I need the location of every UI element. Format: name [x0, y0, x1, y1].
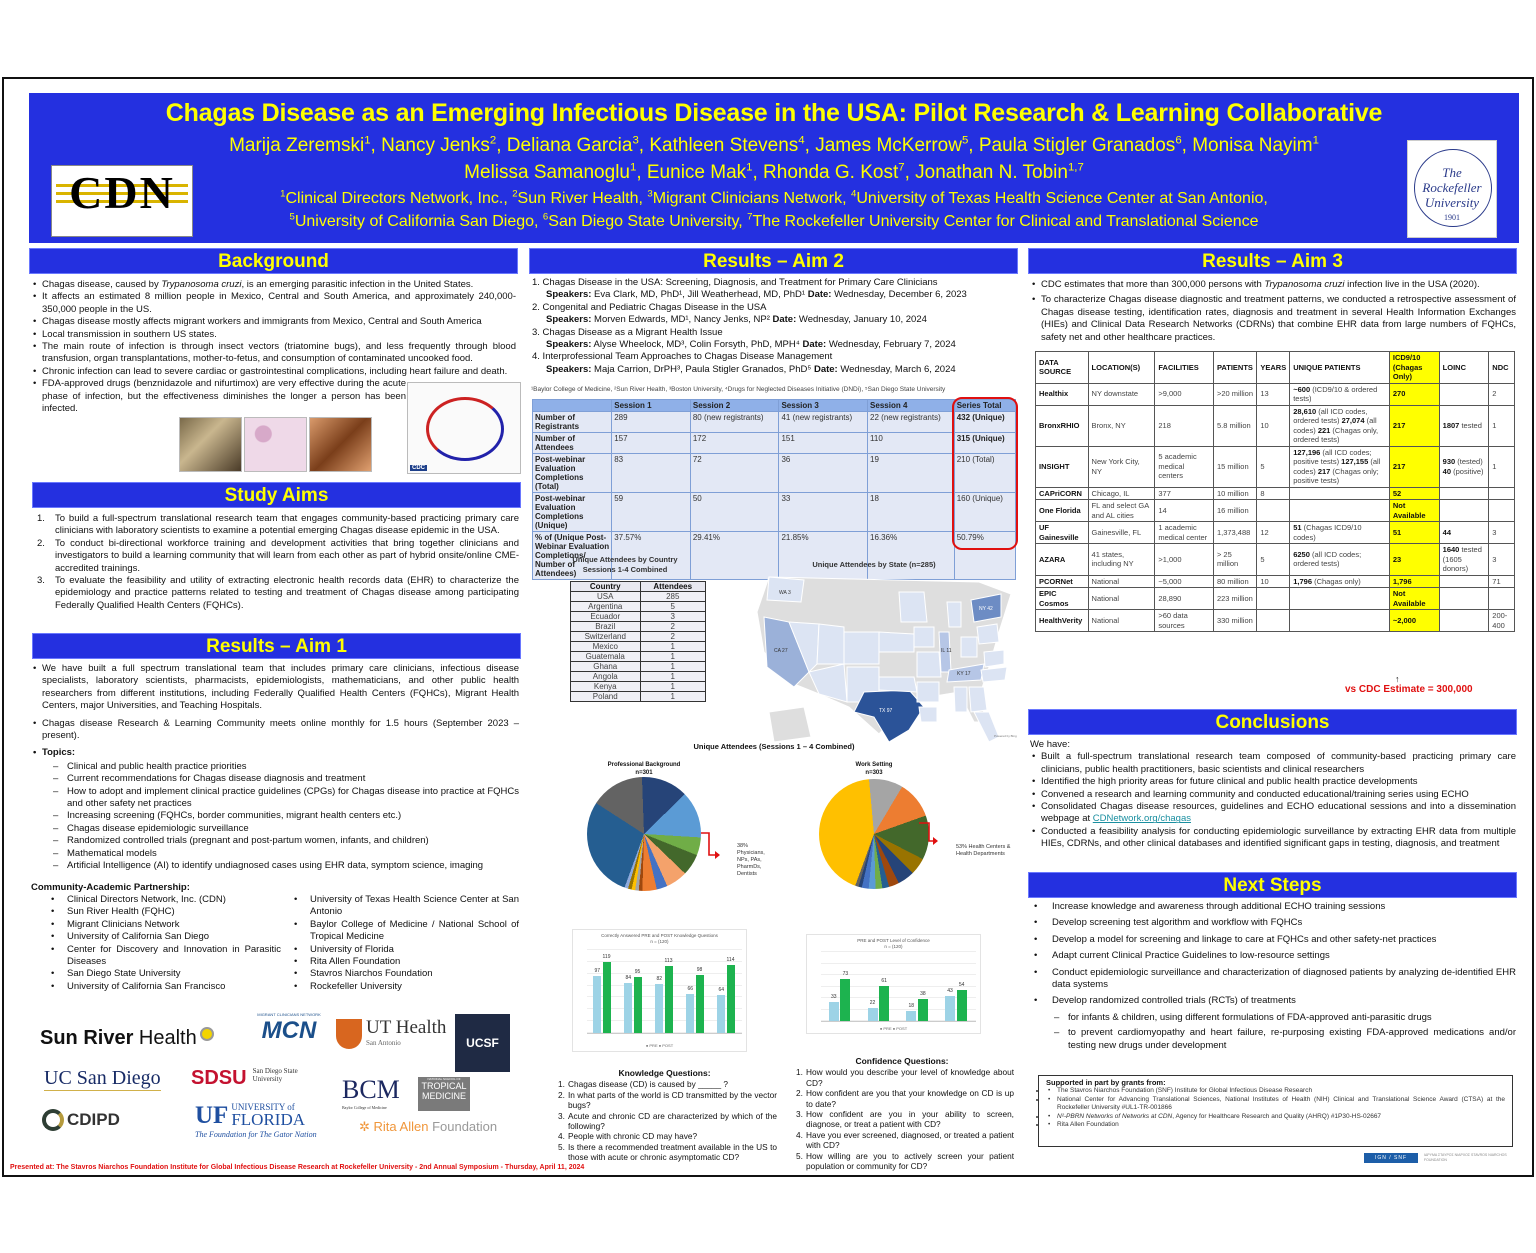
partner-item: • Migrant Clinicians Network	[31, 919, 281, 931]
numbered-item: 3. How confident are you in your ability to screen, diagnose, or treat a patient with CD?	[790, 1109, 1014, 1130]
confidence-bar-chart: PRE and POST Level of Confidence n = (120) 33 73 22 61 18 38 43 54 ● PRE ● POST	[806, 934, 981, 1034]
next-step-item: • Increase knowledge and awareness through additional ECHO training sessions	[1032, 901, 1516, 913]
pie2-callout: 53% Health Centers & Health Departments	[956, 844, 1011, 857]
table-row: Ecuador 3	[571, 612, 706, 622]
table-row: Argentina 5	[571, 602, 706, 612]
topic-item: – Clinical and public health practice priorities	[31, 761, 519, 773]
table-row: Ghana 1	[571, 662, 706, 672]
cdipd-logo: CDIPD	[42, 1109, 120, 1131]
table-row: BronxRHIO Bronx, NY 218 5.8 million 10 28,610 (all ICD codes, ordered tests) 27,074 (all codes) 221 (Chagas only, ordered tests) 217 1807 tested 1	[1036, 405, 1515, 446]
bar-pre	[945, 996, 955, 1021]
aim2-sessions	[532, 277, 1020, 376]
table-row: Post-webinar Evaluation Completions (Total) 83 72 36 19 210 (Total)	[533, 454, 1016, 493]
bar-post	[603, 962, 611, 1033]
study-aims-heading: Study Aims	[32, 482, 521, 508]
partner-item: • Clinical Directors Network, Inc. (CDN)	[31, 894, 281, 906]
next-step-item: • Conduct epidemiologic surveillance and characterization of diagnosed patients by analyzing de-identified EHR data systems	[1032, 967, 1516, 992]
table-row: Brazil 2	[571, 622, 706, 632]
bullet-item: • Chagas disease, caused by Trypanosoma cruzi, is an emerging parasitic infection in the United States.	[31, 279, 516, 291]
table-row: Switzerland 2	[571, 632, 706, 642]
partner-item: • Rockefeller University	[274, 981, 519, 993]
trypanosome-blood-smear-photo	[244, 417, 307, 472]
kissing-bug-on-hand-photo	[309, 417, 372, 472]
background-heading: Background	[29, 248, 518, 274]
svg-text:NY 42: NY 42	[979, 606, 993, 612]
poster: Chagas Disease as an Emerging Infectious Disease in the USA: Pilot Research & Learning Collaborative Marija Zeremski$^1$, Nancy Jenks$^2$, Deliana Garcia$^3$, Kathleen Stevens$^4$, James McKerrow$^5$, Paula Stigler Granados$^6$, Monisa Nayim$^1$ Melissa Samanoglu$^1$, Eunice Mak$^1$, Rhonda G. Kost$^7$, Jonathan N. Tobin$^{1,7}$ $^1$Clinical Directors Network, Inc., $^2$Sun River Health, $^3$Migrant Clinicians Network, $^4$University of Texas Health Science Center at San Antonio, $^5$University of California San Diego, $^6$San Diego State University, $^7$The Rockefeller University Center for Clinical and Translational Science CDN CLINICAL•DIRECTORS•NETWORK The Rockefeller University 1901 Background • Chagas disease, caused by Trypanosoma cruzi, is an emerging parasitic infection in the United States. • It affects an estimated 8 million people in Mexico, Central and South America, and approximately 240,000-350,000 people in the US. • Chagas disease mostly affects migrant workers and immigrants from Mexico, Central and South America • Local transmission in southern US states. • The main route of infection is through insect vectors (triatomine bugs), and less frequently through blood transfusion, organ transplantations, mother-to-fetus, and consumption of contaminated uncooked food. • Chronic infection can lead to severe cardiac or gastrointestinal complications, including heart failure and death. • FDA-approved drugs (benznidazole and nifurtimox) are very effective during the acute phase of infection, but the effectiveness diminishes the longer a person has been infected. CDC Study Aims 1. To build a full-spectrum translational research team that engages community-based practicing primary care clinicians with laboratory scientists to examine a potential emerging Chagas disease epidemic in the USA. 2. To conduct bi-directional workforce training and development activities that bring together clinicians and investigators to build a learning community that will learn from each other as part of hybrid onsite/online CME-accredited trainings. 3. To evaluate the feasibility and utility of extracting electronic health records data (EHR) to characterize the epidemiology and practice patterns related to testing and treatment of Chagas disease among participating Federally Qualified Health Centers (FQHCs). Results – Aim 1 • We have built a full spectrum translational team that includes primary care clinicians, infectious disease specialists, laboratory scientists, pharmacists, epidemiologists, mathematicians, and other public health researchers from different institutions, including Federally Qualified Health Centers (FQHCs), Migrant Health Centers, major Universities, and Teaching Hospitals. • Chagas disease Research & Learning Community meets online monthly for 1.5 hours (September 2023 – present). • Topics: – Clinical and public health practice priorities – Current recommendations for Chagas disease diagnosis and treatment – How to adopt and implement clinical practice guidelines (CPGs) for Chagas disease into practice at FQHCs and other safety net practices – Increasing screening (FQHCs, border communities, migrant health centers etc.) – Chagas disease epidemiologic surveillance – Randomized controlled trials (pregnant and post-partum women, infants, and children) – Mathematical models – Artificial Intelligence (AI) to identify undiagnosed cases using EHR data, symptom science, imaging Community-Academic Partnership: • Clinical Directors Network, Inc. (CDN) • Sun River Health (FQHC) • Migrant Clinicians Network • University of California San Diego • Center for Discovery and Innovation in Parasitic Diseases • San Diego State University • University of California San Francisco • University of Texas Health Science Center at San Antonio • Baylor College of Medicine / National School of Tropical Medicine • University of Florida • Rita Allen Foundation • Stavros Niarchos Foundation • Rockefeller University Sun River Health MIGRANT CLINICIANS NETWORK MCN UT Health San Antonio UCSF UC San Diego SDSU San Diego State University BCM Baylor College of Medicine NATIONAL SCHOOL OF TROPICAL MEDICINE CDIPD UF UNIVERSITY of FLORIDA The Foundation for The Gator Nation ✲ Rita Allen Foundation Results – Aim 2 1. Chagas Disease in the USA: Screening, Diagnosis, and Treatment for Primary Care Clinicians Speakers: Eva Clark, MD, PhD¹, Jill Weatherhead, MD, PhD¹ Date: Wednesday, December 6, 2023 2. Congenital and Pediatric Chagas Disease in the USA Speakers: Morven Edwards, MD¹, Nancy Jenks, NP² Date: Wednesday, January 10, 2024 3. Chagas Disease as a Migrant Health Issue Speakers: Alyse Wheelock, MD³, Colin Forsyth, PhD, MPH⁴ Date: Wednesday, February 7, 2024 4. Interprofessional Team Approaches to Chagas Disease Management Speakers: Maja Carrion, DrPH³, Paula Stigler Granados, PhD⁵ Date: Wednesday, March 6, 2024 ¹Baylor College of Medicine, ²Sun River Health, ³Boston University, ⁴Drugs for Neglected Diseases Initiative (DNDi), ⁵San Diego State University Session 1 Session 2 Session 3 Session 4 Series Total Number of Registrants 289 80 (new registrants) 41 (new registrants) 22 (new registrants) 432 (Unique) Number of Attendees 157 172 151 110 315 (Unique) Post-webinar Evaluation Completions (Total) 83 72 36 19 210 (Total) Post-webinar Evaluation Completions (Unique) 59 50 33 18 160 (Unique) % of (Unique Post-Webinar Evaluation Completions/ Number of Attendees) 37.57% 29.41% 21.85% 16.36% 50.79% Unique Attendees by Country Sessions 1-4 Combined Country Attendees USA 285 Argentina 5 Ecuador 3 Brazil 2 Switzerland 2 Mexico 1 Guatemala 1 Ghana 1 Angola 1 Kenya 1 Poland 1 Unique Attendees by State (n=285) WA 3 CA 27 TX 97 NY 42 KY 17 IL 11 Powered by Bing Unique Attendees (Sessions 1 – 4 Combined) Professional Background n=301 38% Physicians, NPs, PAs, PharmDs, Dentists Work Setting n=303 53% Health Centers & Health Departments Correctly Answered PRE and POST Knowledge Questions n = (120) 97 119 84 95 82 113 66 98 64 114 ● PRE ● POST PRE and POST Level of Confidence n = (120) 33 73 22 61 18 38 43 54 ● PRE ● POST Knowledge Questions: 1. Chagas disease (CD) is caused by _____ ? 2. In what parts of the world is CD transmitted by the vector bugs? 3. Acute and chronic CD are characterized by which of the following? 4. People with chronic CD may have? 5. Is there a recommended treatment available in the US to those with acute or chronic asymptomatic CD? Confidence Questions: 1. How would you describe your level of knowledge about CD? 2. How confident are you that your knowledge on CD is up to date? 3. How confident are you in your ability to screen, diagnose, or treat a patient with CD? 4. Have you ever screened, diagnosed, or treated a patient with CD? 5. How willing are you to actively screen your patient population or community for CD? Results – Aim 3 • CDC estimates that more than 300,000 persons with Trypanosoma cruzi infection live in the USA (2020). • To characterize Chagas disease diagnostic and treatment patterns, we conducted a retrospective assessment of Chagas disease testing, identification rates, diagnosis and treatment in several Health Information Exchanges (HIEs) and Clinical Data Research Networks (CDRNs) that combine EHR data from large numbers of FQHCs, safety net and other healthcare practices. DATA SOURCE LOCATION(S) FACILITIES PATIENTS YEARS UNIQUE PATIENTS ICD9/10 (Chagas Only) LOINC NDC Healthix NY downstate >9,000 >20 million 13 ~600 (ICD9/10 & ordered tests) 270 2 BronxRHIO Bronx, NY 218 5.8 million 10 28,610 (all ICD codes, ordered tests) 27,074 (all codes) 221 (Chagas only, ordered tests) 217 1807 tested 1 INSIGHT New York City, NY 5 academic medical centers 15 million 5 127,196 (all ICD codes; positive tests) 127,155 (all codes) 217 (Chagas only; positive tests) 217 930 (tested) 40 (positive) 1 CAPriCORN Chicago, IL 377 10 million 8 52 One Florida FL and select GA and AL cities 14 16 million Not Available UF Gainesville Gainesville, FL 1 academic medical center 1,373,488 12 51 (Chagas ICD9/10 codes) 51 44 3 AZARA 41 states, including NY >1,000 > 25 million 5 6250 (all ICD codes; ordered tests) 23 1640 tested (1605 donors) 3 PCORNet National ~5,000 80 million 10 1,796 (Chagas only) 1,796 71 EPIC Cosmos National 28,890 223 million Not Available HealthVerity National >60 data sources 330 million ~2,000 200-400 ↑ vs CDC Estimate = 300,000 Conclusions We have: • Built a full-spectrum translational research team composed of community-based practicing primary care clinicians, public health practitioners, basic scientists and clinical researchers • Identified the high priority areas for future clinical and public health practice developments • Convened a research and learning community and conducted educational/training series using ECHO • Consolidated Chagas disease resources, guidelines and ECHO educational sessions and into a dissemination webpage at CDNetwork.org/chagas • Conducted a feasibility analysis for conducting epidemiologic surveillance by extracting EHR data from multiple HIEs, CDRNs, and other clinical databases and identified significant gaps in testing, diagnosis, and treatment Next Steps • Increase knowledge and awareness through additional ECHO training sessions • Develop screening test algorithm and workflow with FQHCs • Develop a model for screening and linkage to care at FQHCs and other safety-net practices • Adapt current Clinical Practice Guidelines to low-resource settings • Conduct epidemiologic surveillance and characterization of diagnosed patients by analyzing de-identified EHR data systems • Develop randomized controlled trials (RCTs) of treatments – for infants & children, using different formulations of FDA-approved anti-parasitic drugs – to prevent cardiomyopathy and heart failure, re-purposing existing FDA-approved medications and/or testing new drugs under development Supported in part by grants from: • • The Stavros Niarchos Foundation (SNF) Institute for Global Infectious Disease Research • • National Center for Advancing Translational Sciences, National Institutes of Health (NIH) Clinical and Translational Science Award (CTSA) at the Rockefeller University #UL1-TR-001866 • • N²-PBRN Networks of Networks at CDN, Agency for Healthcare Research and Quality (AHRQ) #1P30-HS-02667 • • Rita Allen Foundation IGN / SNF ΙΔΡΥΜΑ ΣΤΑΥΡΟΣ ΝΙΑΡΧΟΣ STAVROS NIARCHOS FOUNDATION Presented at: The Stavros Niarchos Foundation Institute for Global Infectious Disease Research at Rockefeller University - 2nd Annual Symposium - Thursday, April 11, 2024	[2, 77, 1534, 1177]
cdc-estimate-note: vs CDC Estimate = 300,000	[1345, 684, 1473, 695]
bullet-item: • Chronic infection can lead to severe cardiac or gastrointestinal complications, including heart failure and death.	[31, 366, 516, 378]
bullet-item: • To characterize Chagas disease diagnostic and treatment patterns, we conducted a retrospective assessment of Chagas disease testing, identification rates, diagnosis and treatment in several Health Information Exchanges (HIEs) and Clinical Data Research Networks (CDRNs) that combine EHR data from large numbers of FQHCs, safety net and other healthcare practices.	[1030, 294, 1516, 344]
topic-item: – Mathematical models	[31, 848, 519, 860]
numbered-item: 1. Chagas disease (CD) is caused by _____ ?	[552, 1079, 777, 1089]
svg-text:TX 97: TX 97	[879, 708, 893, 714]
sun-river-health-logo: Sun River Health	[40, 1027, 214, 1050]
bar-pre	[655, 984, 663, 1033]
numbered-item: 2. To conduct bi-directional workforce training and development activities that bring together clinicians and investigators to build a learning community that will learn from each other as part of hybrid onsite/online CME-accredited trainings.	[31, 538, 519, 575]
webinar-session: 3. Chagas Disease as a Migrant Health Issue Speakers: Alyse Wheelock, MD³, Colin Forsyth, PhD, MPH⁴ Date: Wednesday, February 7, 2024	[532, 326, 956, 351]
numbered-item: 4. People with chronic CD may have?	[552, 1131, 777, 1141]
table-row: INSIGHT New York City, NY 5 academic medical centers 15 million 5 127,196 (all ICD codes; positive tests) 127,155 (all codes) 217 (Chagas only; positive tests) 217 930 (tested) 40 (positive) 1	[1036, 446, 1515, 487]
table-row: Guatemala 1	[571, 652, 706, 662]
authors-line-1: Marija Zeremski$^1$, Nancy Jenks$^2$, Deliana Garcia$^3$, Kathleen Stevens$^4$, James McKerrow$^5$, Paula Stigler Granados$^6$, Monisa Nayim$^1$	[229, 134, 1319, 156]
next-step-subitem: – to prevent cardiomyopathy and heart failure, re-purposing existing FDA-approved medications and/or testing new drugs under development	[1032, 1027, 1516, 1052]
topic-item: – Chagas disease epidemiologic surveillance	[31, 823, 519, 835]
mcn-logo: MIGRANT CLINICIANS NETWORK MCN	[257, 1012, 321, 1044]
bcm-logo: BCM Baylor College of Medicine	[342, 1075, 400, 1110]
ign-snf-logo: IGN / SNF	[1364, 1153, 1418, 1163]
grant-item: • • N²-PBRN Networks of Networks at CDN, Agency for Healthcare Research and Quality (AHRQ) #1P30-HS-02667	[1046, 1113, 1505, 1122]
partner-item: • University of California San Diego	[31, 931, 281, 943]
topic-item: – How to adopt and implement clinical practice guidelines (CPGs) for Chagas disease into practice at FQHCs and other safety net practices	[31, 786, 519, 811]
numbered-item: 2. How confident are you that your knowledge on CD is up to date?	[790, 1088, 1014, 1109]
header-banner	[29, 93, 1519, 243]
knowledge-bar-chart: Correctly Answered PRE and POST Knowledge Questions n = (120) 97 119 84 95 82 113 66 98 64 114 ● PRE ● POST	[572, 929, 747, 1052]
table-row: USA 285	[571, 592, 706, 602]
bar-post	[879, 986, 889, 1021]
pie2-title: Work Setting n=303	[855, 762, 893, 776]
data-sources-table: DATA SOURCE LOCATION(S) FACILITIES PATIENTS YEARS UNIQUE PATIENTS ICD9/10 (Chagas Only) LOINC NDC Healthix NY downstate >9,000 >20 million 13 ~600 (ICD9/10 & ordered tests) 270 2 BronxRHIO Bronx, NY 218 5.8 million 10 28,610 (all ICD codes, ordered tests) 27,074 (all codes) 221 (Chagas only, ordered tests) 217 1807 tested 1 INSIGHT New York City, NY 5 academic medical centers 15 million 5 127,196 (all ICD codes; positive tests) 127,155 (all codes) 217 (Chagas only; positive tests) 217 930 (tested) 40 (positive) 1 CAPriCORN Chicago, IL 377 10 million 8 52 One Florida FL and select GA and AL cities 14 16 million Not Available UF Gainesville Gainesville, FL 1 academic medical center 1,373,488 12 51 (Chagas ICD9/10 codes) 51 44 3 AZARA 41 states, including NY >1,000 > 25 million 5 6250 (all ICD codes; ordered tests) 23 1640 tested (1605 donors) 3 PCORNet National ~5,000 80 million 10 1,796 (Chagas only) 1,796 71 EPIC Cosmos National 28,890 223 million Not Available HealthVerity National >60 data sources 330 million ~2,000 200-400	[1035, 351, 1515, 632]
bar-post	[840, 979, 850, 1021]
svg-text:IL 11: IL 11	[941, 648, 952, 654]
grant-item: • • National Center for Advancing Translational Sciences, National Institutes of Health (NIH) Clinical and Translational Science Award (CTSA) at the Rockefeller University #UL1-TR-001866	[1046, 1096, 1505, 1113]
sdsu-logo: SDSU San Diego State University	[191, 1067, 298, 1089]
table-row: Angola 1	[571, 672, 706, 682]
rockefeller-logo: The Rockefeller University 1901	[1407, 140, 1497, 238]
presented-at-footer: Presented at: The Stavros Niarchos Foundation Institute for Global Infectious Disease Research at Rockefeller University - 2nd Annual Symposium - Thursday, April 11, 2024	[10, 1164, 585, 1171]
bar-post	[918, 999, 928, 1021]
bullet-item: • Chagas disease mostly affects migrant workers and immigrants from Mexico, Central and South America	[31, 316, 516, 328]
bullet-item: • Local transmission in southern US states.	[31, 329, 516, 341]
partner-item: • Stavros Niarchos Foundation	[274, 968, 519, 980]
webinar-session: 2. Congenital and Pediatric Chagas Disease in the USA Speakers: Morven Edwards, MD¹, Nancy Jenks, NP² Date: Wednesday, January 10, 2024	[532, 301, 927, 326]
bar-pre	[829, 1002, 839, 1021]
numbered-item: 3. Acute and chronic CD are characterized by which of the following?	[552, 1111, 777, 1132]
cdnetwork-chagas-link[interactable]: CDNetwork.org/chagas	[1092, 813, 1191, 825]
numbered-item: 1. How would you describe your level of knowledge about CD?	[790, 1067, 1014, 1088]
table-row: EPIC Cosmos National 28,890 223 million Not Available	[1036, 588, 1515, 610]
numbered-item: 3. To evaluate the feasibility and utility of extracting electronic health records data (EHR) to characterize the epidemiology and practice patterns related to testing and treatment of Chagas disease among participating Federally Qualified Health Centers (FQHCs).	[31, 575, 519, 612]
numbered-item: 5. How willing are you to actively screen your patient population or community for CD?	[790, 1151, 1014, 1172]
bar-post	[665, 966, 673, 1033]
partner-item: • University of Texas Health Science Center at San Antonio	[274, 894, 519, 919]
partners-right-list	[274, 894, 519, 993]
state-map-title: Unique Attendees by State (n=285)	[812, 560, 936, 569]
results-aim1-text: • We have built a full spectrum translational team that includes primary care clinicians, infectious disease specialists, laboratory scientists, pharmacists, epidemiologists, mathematicians, and other public health researchers from different institutions, including Federally Qualified Health Centers (FQHCs), Migrant Health Centers, major Universities, and Teaching Hospitals. • Chagas disease Research & Learning Community meets online monthly for 1.5 hours (September 2023 – present). • Topics: – Clinical and public health practice priorities – Current recommendations for Chagas disease diagnosis and treatment – How to adopt and implement clinical practice guidelines (CPGs) for Chagas disease into practice at FQHCs and other safety net practices – Increasing screening (FQHCs, border communities, migrant health centers etc.) – Chagas disease epidemiologic surveillance – Randomized controlled trials (pregnant and post-partum women, infants, and children) – Mathematical models – Artificial Intelligence (AI) to identify undiagnosed cases using EHR data, symptom science, imaging	[31, 663, 519, 873]
bullet-item: • FDA-approved drugs (benznidazole and nifurtimox) are very effective during the acute phase of infection, but the effectiveness diminishes the longer a person has been infected.	[31, 378, 406, 415]
bullet-item: • It affects an estimated 8 million people in Mexico, Central and South America, and approximately 240,000-350,000 people in the US.	[31, 291, 516, 316]
results-aim1-heading: Results – Aim 1	[32, 633, 521, 659]
bar-post	[696, 975, 704, 1033]
uf-logo: UF UNIVERSITY of FLORIDA The Foundation for The Gator Nation	[195, 1102, 317, 1139]
poster-title: Chagas Disease as an Emerging Infectious Disease in the USA: Pilot Research & Learning Collaborative	[165, 99, 1383, 127]
next-step-item: • Develop randomized controlled trials (RCTs) of treatments	[1032, 995, 1516, 1007]
bullet-item: • The main route of infection is through insect vectors (triatomine bugs), and less frequently through blood transfusion, organ transplantations, mother-to-fetus, and consumption of contaminated uncooked food.	[31, 341, 516, 366]
professional-background-pie	[587, 777, 701, 891]
table-row: Poland 1	[571, 692, 706, 702]
affiliations-line-1: $^1$Clinical Directors Network, Inc., $^2$Sun River Health, $^3$Migrant Clinicians Network, $^4$University of Texas Health Science Center at San Antonio,	[280, 188, 1268, 207]
partner-item: • Rita Allen Foundation	[274, 956, 519, 968]
tropical-medicine-logo: NATIONAL SCHOOL OF TROPICAL MEDICINE	[418, 1077, 470, 1111]
svg-text:WA 3: WA 3	[779, 590, 791, 596]
results-aim2-heading: Results – Aim 2	[529, 248, 1018, 274]
partners-left-list	[31, 894, 281, 993]
bar-post	[727, 965, 735, 1033]
webinar-session: 1. Chagas Disease in the USA: Screening, Diagnosis, and Treatment for Primary Care Clinicians Speakers: Eva Clark, MD, PhD¹, Jill Weatherhead, MD, PhD¹ Date: Wednesday, December 6, 2023	[532, 277, 967, 301]
pie1-arrow	[701, 829, 721, 859]
next-step-subitem: – for infants & children, using different formulations of FDA-approved anti-parasitic drugs	[1032, 1012, 1516, 1024]
partnership-label: Community-Academic Partnership:	[31, 882, 190, 893]
bar-pre	[593, 976, 601, 1034]
next-step-item: • Develop a model for screening and linkage to care at FQHCs and other safety-net practices	[1032, 934, 1516, 946]
pie1-callout: 38% Physicians, NPs, PAs, PharmDs, Dentists	[737, 843, 765, 877]
bar-post	[634, 977, 642, 1033]
conclusions-heading: Conclusions	[1028, 709, 1517, 735]
ucsf-logo: UCSF	[455, 1014, 510, 1072]
table-row: Mexico 1	[571, 642, 706, 652]
table-row: CAPriCORN Chicago, IL 377 10 million 8 52	[1036, 487, 1515, 500]
rita-allen-logo: ✲ Rita Allen Foundation	[359, 1119, 498, 1134]
cdn-logo: CDN CLINICAL•DIRECTORS•NETWORK	[51, 165, 193, 237]
country-table-title: Unique Attendees by Country Sessions 1-4 Combined	[572, 555, 678, 574]
triatomine-bug-photo	[179, 417, 242, 472]
grant-item: • • Rita Allen Foundation	[1046, 1121, 1505, 1130]
table-row: HealthVerity National >60 data sources 330 million ~2,000 200-400	[1036, 610, 1515, 632]
svg-text:KY 17: KY 17	[957, 671, 971, 677]
partner-item: • University of California San Francisco	[31, 981, 281, 993]
confidence-questions: Confidence Questions: 1. How would you describe your level of knowledge about CD? 2. How confident are you that your knowledge on CD is up to date? 3. How confident are you in your ability to screen, diagnose, or treat a patient with CD? 4. Have you ever screened, diagnosed, or treated a patient with CD? 5. How willing are you to actively screen your patient population or community for CD?	[790, 1055, 1014, 1171]
topic-item: – Artificial Intelligence (AI) to identify undiagnosed cases using EHR data, symptom science, imaging	[31, 860, 519, 872]
table-row: UF Gainesville Gainesville, FL 1 academic medical center 1,373,488 12 51 (Chagas ICD9/10 codes) 51 44 3	[1036, 522, 1515, 544]
us-state-map	[749, 572, 1019, 747]
partner-item: • Center for Discovery and Innovation in Parasitic Diseases	[31, 944, 281, 969]
up-arrow-icon: ↑	[1395, 674, 1400, 684]
partner-item: • Baylor College of Medicine / National School of Tropical Medicine	[274, 919, 519, 944]
partner-item: • San Diego State University	[31, 968, 281, 980]
table-row: Number of Registrants 289 80 (new registrants) 41 (new registrants) 22 (new registrants) 432 (Unique)	[533, 412, 1016, 433]
lifecycle-diagram: CDC	[407, 382, 521, 474]
topic-item: – Current recommendations for Chagas disease diagnosis and treatment	[31, 773, 519, 785]
affiliations-line-2: $^5$University of California San Diego, $^6$San Diego State University, $^7$The Rockefeller University Center for Clinical and Translational Science	[289, 211, 1259, 230]
table-row: Healthix NY downstate >9,000 >20 million 13 ~600 (ICD9/10 & ordered tests) 270 2	[1036, 383, 1515, 405]
webinar-session: 4. Interprofessional Team Approaches to Chagas Disease Management Speakers: Maja Carrion, DrPH³, Paula Stigler Granados, PhD⁵ Date: Wednesday, March 6, 2024	[532, 351, 956, 375]
topic-item: – Increasing screening (FQHCs, border communities, migrant health centers etc.)	[31, 810, 519, 822]
bar-pre	[868, 1008, 878, 1021]
next-step-item: • Develop screening test algorithm and workflow with FQHCs	[1032, 917, 1516, 929]
bar-pre	[686, 994, 694, 1033]
uc-san-diego-logo: UC San Diego	[44, 1067, 161, 1089]
bar-pre	[624, 983, 632, 1033]
aim3-text	[1030, 279, 1516, 347]
pies-title: Unique Attendees (Sessions 1 – 4 Combined)	[693, 742, 855, 751]
grant-support-box: Supported in part by grants from: • • The Stavros Niarchos Foundation (SNF) Institute for Global Infectious Disease Research • • National Center for Advancing Translational Sciences, National Institutes of Health (NIH) Clinical and Translational Science Award (CTSA) at the Rockefeller University #UL1-TR-001866 • • N²-PBRN Networks of Networks at CDN, Agency for Healthcare Research and Quality (AHRQ) #1P30-HS-02667 • • Rita Allen Foundation	[1038, 1075, 1513, 1147]
pie1-title: Professional Background n=301	[607, 762, 681, 776]
numbered-item: 2. In what parts of the world is CD transmitted by the vector bugs?	[552, 1090, 777, 1111]
bar-pre	[906, 1011, 916, 1021]
numbered-item: 5. Is there a recommended treatment available in the US to those with acute or chronic asymptomatic CD?	[552, 1142, 777, 1163]
next-steps-heading: Next Steps	[1028, 872, 1517, 898]
table-row: Kenya 1	[571, 682, 706, 692]
next-step-item: • Adapt current Clinical Practice Guidelines to low-resource settings	[1032, 950, 1516, 962]
topic-item: – Randomized controlled trials (pregnant and post-partum women, infants, and children)	[31, 835, 519, 847]
study-aims-text	[31, 513, 519, 612]
results-aim3-heading: Results – Aim 3	[1028, 248, 1517, 274]
country-table: Country Attendees USA 285 Argentina 5 Ecuador 3 Brazil 2 Switzerland 2 Mexico 1 Guatemala 1 Ghana 1 Angola 1 Kenya 1 Poland 1	[570, 581, 706, 702]
table-row: AZARA 41 states, including NY >1,000 > 25 million 5 6250 (all ICD codes; ordered tests) 23 1640 tested (1605 donors) 3	[1036, 544, 1515, 576]
table-row: Number of Attendees 157 172 151 110 315 (Unique)	[533, 433, 1016, 454]
bullet-item: • CDC estimates that more than 300,000 persons with Trypanosoma cruzi infection live in the USA (2020).	[1030, 279, 1516, 291]
numbered-item: 1. To build a full-spectrum translational research team that engages community-based practicing primary care clinicians with laboratory scientists to examine a potential emerging Chagas disease epidemic in the USA.	[31, 513, 519, 538]
table-row: One Florida FL and select GA and AL cities 14 16 million Not Available	[1036, 500, 1515, 522]
numbered-item: 4. Have you ever screened, diagnosed, or treated a patient with CD?	[790, 1130, 1014, 1151]
conclusions-text: We have: • Built a full-spectrum translational research team composed of community-based practicing primary care clinicians, public health practitioners, basic scientists and clinical researchers • Identified the high priority areas for future clinical and public health practice developments • Convened a research and learning community and conducted educational/training series using ECHO • Consolidated Chagas disease resources, guidelines and ECHO educational sessions and into a dissemination webpage at CDNetwork.org/chagas • Conducted a feasibility analysis for conducting epidemiologic surveillance by extracting EHR data from multiple HIEs, CDRNs, and other clinical databases and identified significant gaps in testing, diagnosis, and treatment	[1030, 739, 1516, 851]
knowledge-questions: Knowledge Questions: 1. Chagas disease (CD) is caused by _____ ? 2. In what parts of the world is CD transmitted by the vector bugs? 3. Acute and chronic CD are characterized by which of the following? 4. People with chronic CD may have? 5. Is there a recommended treatment available in the US to those with acute or chronic asymptomatic CD?	[552, 1067, 777, 1163]
authors-line-2: Melissa Samanoglu$^1$, Eunice Mak$^1$, Rhonda G. Kost$^7$, Jonathan N. Tobin$^{1,7}$	[464, 161, 1084, 183]
table-row: Post-webinar Evaluation Completions (Unique) 59 50 33 18 160 (Unique)	[533, 493, 1016, 532]
table-row: PCORNet National ~5,000 80 million 10 1,796 (Chagas only) 1,796 71	[1036, 575, 1515, 588]
session-stats-table: Session 1 Session 2 Session 3 Session 4 Series Total Number of Registrants 289 80 (new registrants) 41 (new registrants) 22 (new registrants) 432 (Unique) Number of Attendees 157 172 151 110 315 (Unique) Post-webinar Evaluation Completions (Total) 83 72 36 19 210 (Total) Post-webinar Evaluation Completions (Unique) 59 50 33 18 160 (Unique) % of (Unique Post-Webinar Evaluation Completions/ Number of Attendees) 37.57% 29.41% 21.85% 16.36% 50.79%	[532, 399, 1016, 580]
pie2-arrow	[919, 819, 939, 849]
bar-post	[957, 990, 967, 1021]
grant-item: • • The Stavros Niarchos Foundation (SNF) Institute for Global Infectious Disease Research	[1046, 1087, 1505, 1096]
aim2-footnote: ¹Baylor College of Medicine, ²Sun River Health, ³Boston University, ⁴Drugs for Neglected Diseases Initiative (DNDi), ⁵San Diego State University	[531, 386, 946, 393]
svg-text:CA 27: CA 27	[774, 648, 788, 654]
table-row: % of (Unique Post-Webinar Evaluation Completions/ Number of Attendees) 37.57% 29.41% 21.85% 16.36% 50.79%	[533, 532, 1016, 580]
bar-pre	[717, 995, 725, 1033]
partner-item: • University of Florida	[274, 944, 519, 956]
series-total-highlight	[952, 397, 1018, 550]
work-setting-pie	[819, 779, 929, 889]
partner-item: • Sun River Health (FQHC)	[31, 906, 281, 918]
next-steps-text	[1032, 901, 1516, 1055]
